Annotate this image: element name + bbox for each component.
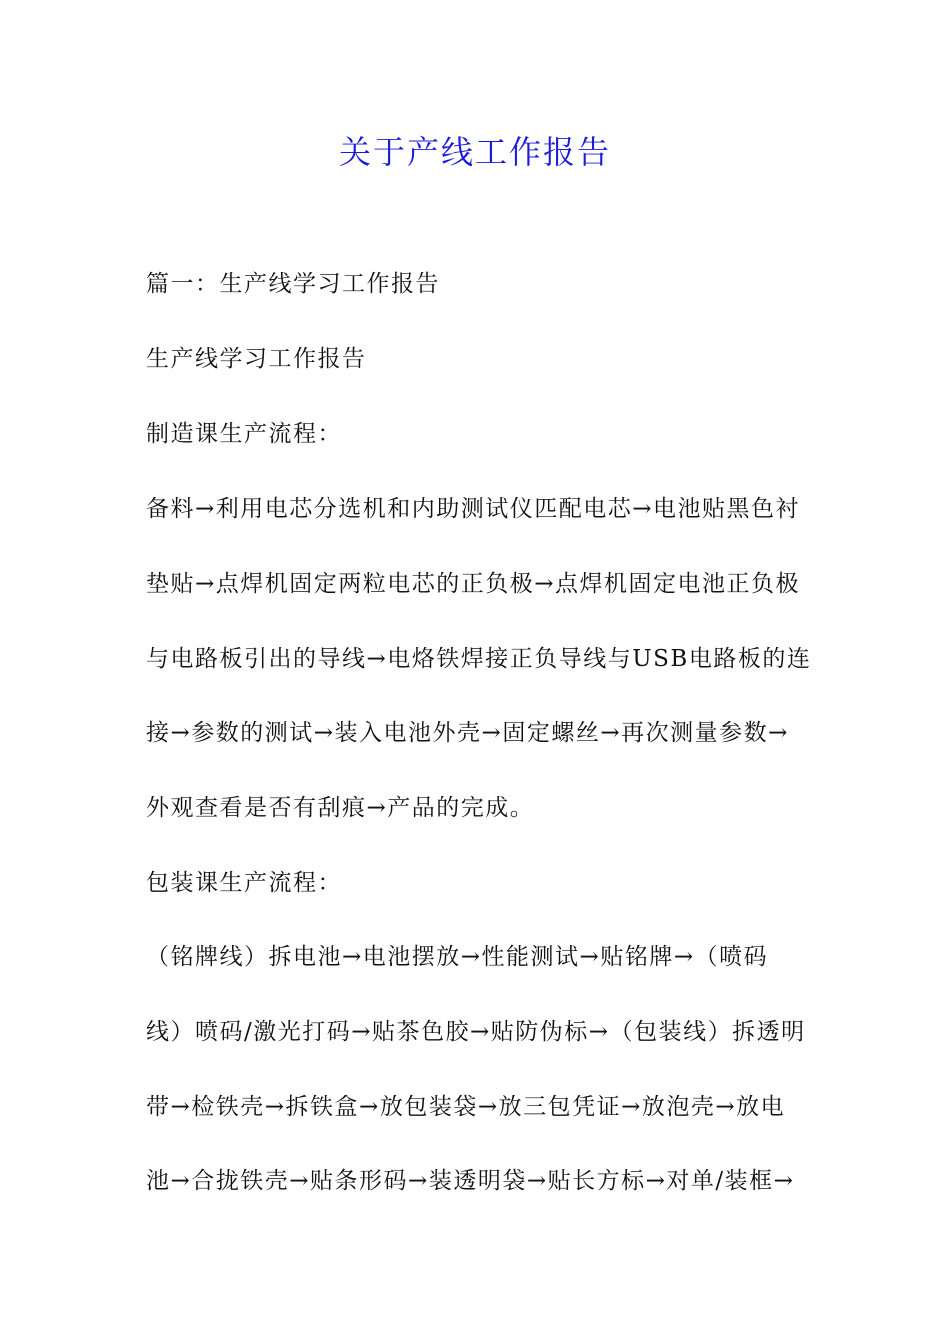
- manufacturing-process-heading: 制造课生产流程：: [146, 421, 342, 447]
- subsection-heading: 生产线学习工作报告: [146, 346, 367, 372]
- paragraph-line: 备料→利用电芯分选机和内助测试仪匹配电芯→电池贴黑色衬: [146, 496, 801, 522]
- packaging-process-heading: 包装课生产流程：: [146, 870, 342, 896]
- paragraph-line: （铭牌线）拆电池→电池摆放→性能测试→贴铭牌→（喷码: [146, 944, 769, 970]
- document-title: 关于产线工作报告: [338, 133, 611, 171]
- paragraph-line: 垫贴→点焊机固定两粒电芯的正负极→点焊机固定电池正负极: [146, 571, 801, 597]
- paragraph-line: 与电路板引出的导线→电烙铁焊接正负导线与USB电路板的连: [146, 646, 812, 672]
- paragraph-line: 外观查看是否有刮痕→产品的完成。: [146, 795, 535, 821]
- paragraph-line: 接→参数的测试→装入电池外壳→固定螺丝→再次测量参数→: [146, 720, 789, 746]
- paragraph-line: 带→检铁壳→拆铁盒→放包装袋→放三包凭证→放泡壳→放电: [146, 1094, 786, 1120]
- paragraph-line: 线）喷码/激光打码→贴茶色胶→贴防伪标→（包装线）拆透明: [146, 1019, 806, 1045]
- section-heading: 篇一：生产线学习工作报告: [146, 271, 440, 297]
- paragraph-line: 池→合拢铁壳→贴条形码→装透明袋→贴长方标→对单/装框→: [146, 1168, 795, 1194]
